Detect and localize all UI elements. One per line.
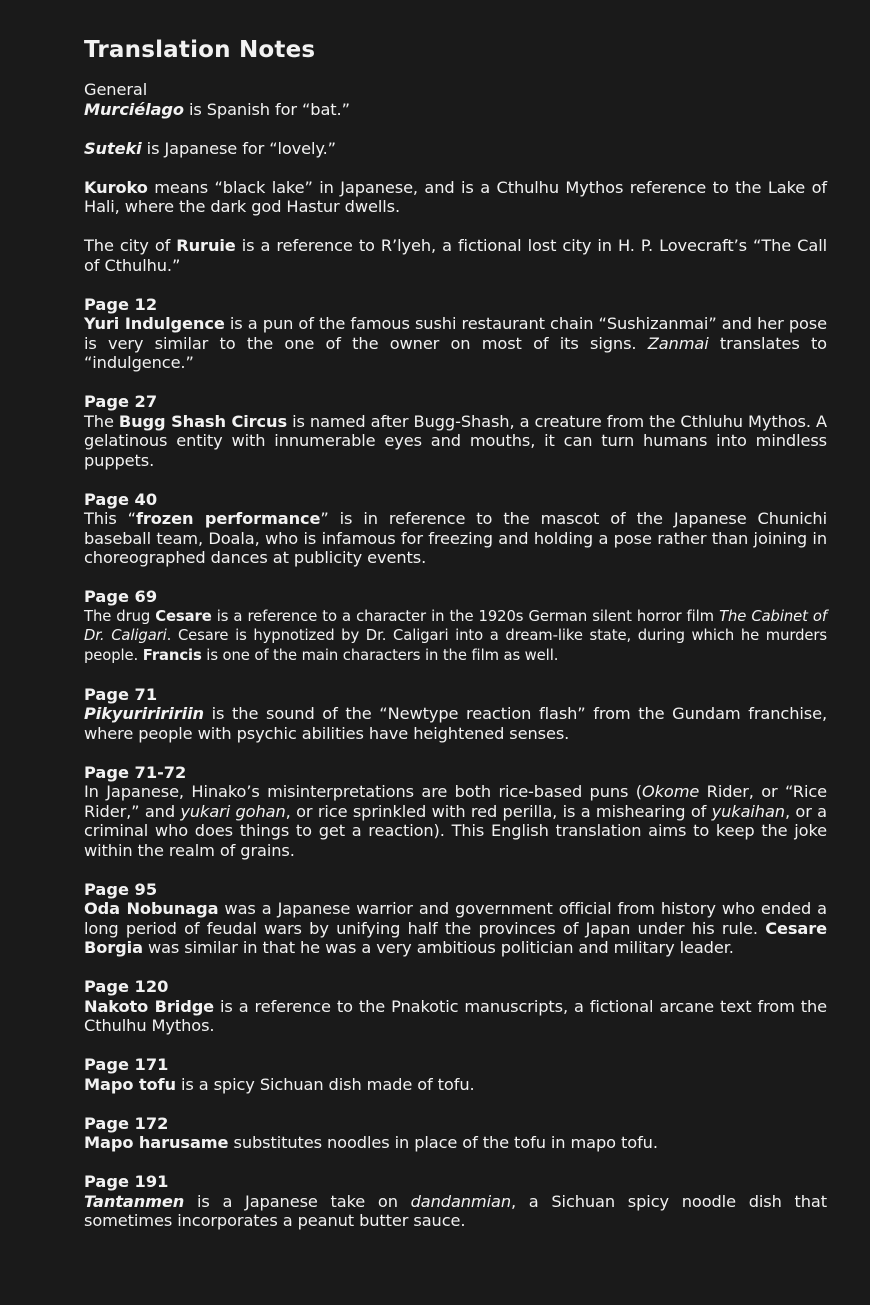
note-term: Ruruie: [176, 236, 236, 255]
note-page-71-72: [84, 763, 827, 861]
note-text: Yuri Indulgence is a pun of the famous sushi restaurant chain “Sushizanmai” and her pose is very similar to the one of the owner on most of its signs. Zanmai translates to “indulgence.”: [84, 314, 827, 372]
note-general-2: [84, 139, 827, 159]
note-page-172: [84, 1114, 827, 1153]
note-text: Mapo tofu is a spicy Sichuan dish made of tofu.: [84, 1074, 475, 1094]
note-text: Oda Nobunaga was a Japanese warrior and government official from history who ended a long period of feudal wars by unifying half the provinces of Japan under his rule. Cesare Borgia was similar in that he was a very ambitious politician and military leader.: [84, 899, 827, 957]
note-term: Murciélago: [84, 99, 184, 119]
note-term: Cesare: [155, 607, 212, 625]
note-term: Kuroko: [84, 177, 148, 197]
note-text: The Bugg Shash Circus is named after Bugg-Shash, a creature from the Cthluhu Mythos. A gelatinous entity with innumerable eyes and mouths, it can turn humans into mindless puppets.: [84, 411, 827, 470]
page-heading: Page 69: [84, 587, 158, 606]
page-heading: Page 12: [84, 294, 158, 314]
note-page-120: [84, 977, 827, 1036]
note-text: The city of Ruruie is a reference to R’lyeh, a fictional lost city in H. P. Lovecraft’s “The Call of Cthulhu.”: [84, 236, 827, 275]
note-term: Mapo harusame: [84, 1133, 229, 1152]
page-heading: Page 191: [84, 1172, 169, 1191]
note-term: Francis: [142, 646, 202, 664]
note-page-171: [84, 1055, 827, 1094]
page-heading: Page 27: [84, 392, 158, 411]
note-term: Pikyuririririin: [84, 704, 204, 723]
note-text: Suteki is Japanese for “lovely.”: [84, 138, 336, 158]
note-text: The drug Cesare is a reference to a character in the 1920s German silent horror film The Cabinet of Dr. Caligari. Cesare is hypnotized by Dr. Caligari into a dream-like state, during which he murders people. Francis is one of the main characters in the film as well.: [84, 607, 827, 664]
note-text: Nakoto Bridge is a reference to the Pnakotic manuscripts, a fictional arcane text from the Cthulhu Mythos.: [84, 996, 828, 1035]
note-term: Bugg Shash Circus: [118, 411, 288, 431]
page-heading: Page 71: [84, 684, 158, 704]
note-term: Suteki: [84, 138, 142, 158]
page-heading: Page 40: [84, 489, 158, 509]
note-page-27: [84, 392, 827, 470]
note-page-71: [84, 685, 827, 744]
note-page-69: [84, 587, 827, 665]
note-term: Tantanmen: [84, 1191, 185, 1211]
note-general-1: [84, 80, 827, 119]
translation-notes-page: [84, 34, 827, 1250]
note-term: Oda Nobunaga: [84, 899, 219, 918]
note-general-4: [84, 236, 827, 275]
note-text: Pikyuririririin is the sound of the “Newtype reaction flash” from the Gundam franchise, where people with psychic abilities have heightened senses.: [84, 704, 827, 743]
note-text: This “frozen performance” is in reference to the mascot of the Japanese Chunichi baseball team, Doala, who is infamous for freezing and holding a pose rather than joining in choreographed dances at publicity events.: [84, 509, 827, 567]
note-page-40: [84, 490, 827, 568]
note-page-95: [84, 880, 827, 958]
note-term: Yuri Indulgence: [84, 314, 225, 333]
page-heading: Page 95: [84, 879, 158, 899]
page-heading: Page 172: [84, 1113, 169, 1133]
note-text: Kuroko means “black lake” in Japanese, and is a Cthulhu Mythos reference to the Lake of Hali, where the dark god Hastur dwells.: [84, 177, 827, 216]
note-term: frozen performance: [135, 509, 321, 528]
note-text: In Japanese, Hinako’s misinterpretations are both rice-based puns (Okome Rider, or “Rice Rider,” and yukari gohan, or rice sprinkled with red perilla, is a mishearing of yukaihan, or a criminal who does things to get a reaction). This English translation aims to keep the joke within the realm of grains.: [84, 782, 828, 860]
note-page-191: [84, 1172, 827, 1231]
page-heading: Page 171: [84, 1055, 169, 1074]
note-text: Mapo harusame substitutes noodles in place of the tofu in mapo tofu.: [84, 1133, 658, 1152]
note-term: Mapo tofu: [84, 1074, 176, 1094]
note-page-12: [84, 295, 827, 373]
note-general-3: [84, 178, 827, 217]
note-term: Cesare Borgia: [84, 918, 827, 957]
note-text: Tantanmen is a Japanese take on dandanmian, a Sichuan spicy noodle dish that sometimes incorporates a peanut butter sauce.: [84, 1191, 827, 1230]
note-term: Nakoto Bridge: [84, 996, 215, 1016]
general-heading: General: [84, 80, 148, 99]
page-heading: Page 120: [84, 977, 169, 996]
page-title: Translation Notes: [84, 37, 316, 63]
note-text: Murciélago is Spanish for “bat.”: [84, 99, 350, 119]
page-heading: Page 71-72: [84, 762, 187, 782]
